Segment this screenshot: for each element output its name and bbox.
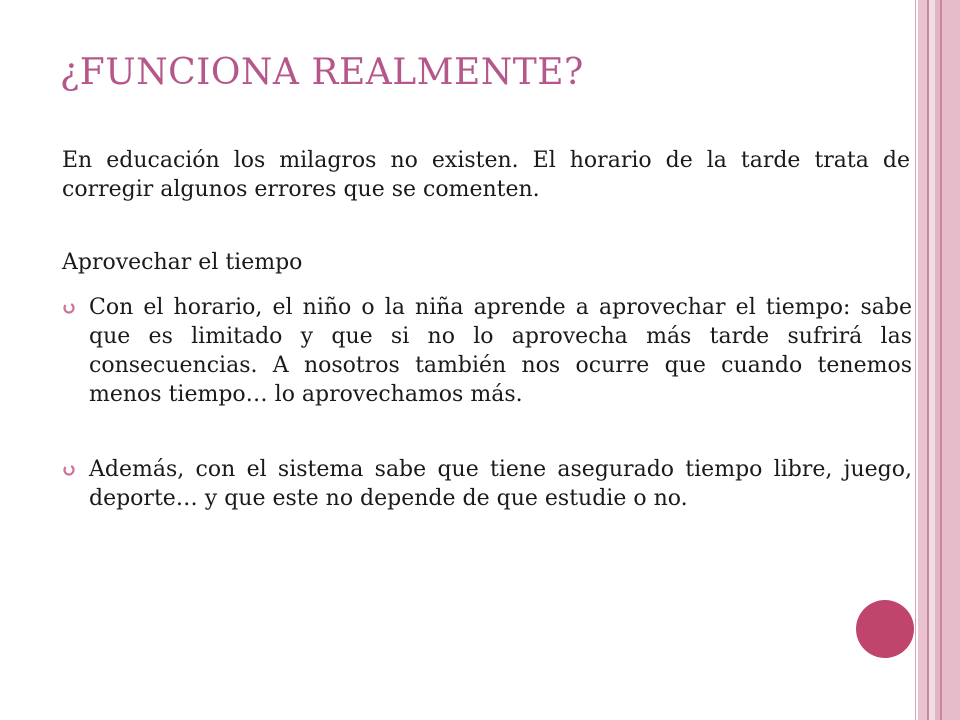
stripe [918, 0, 927, 720]
slide-body [62, 146, 912, 513]
intro-paragraph: En educación los milagros no existen. El horario de la tarde trata de corregir algunos errores que se comenten. [62, 148, 910, 202]
section-heading: Aprovechar el tiempo [62, 250, 303, 275]
stripe [915, 0, 916, 720]
decorative-circle [856, 600, 914, 658]
bullet-item [62, 293, 912, 409]
bullet-icon [62, 301, 76, 315]
bullet-text: Además, con el sistema sabe que tiene asegurado tiempo libre, juego, deporte… y que este no depende de que estudie o no. [89, 457, 912, 511]
decorative-stripes [915, 0, 960, 720]
bullet-text: Con el horario, el niño o la niña aprende a aprovechar el tiempo: sabe que es limitado y que si no lo aprovecha más tarde sufrirá las consecuencias. A nosotros también nos ocurre que cuando tenemos menos tiempo… lo aprovechamos más. [89, 295, 912, 407]
bullet-icon [62, 463, 76, 477]
stripe [942, 0, 960, 720]
bullet-item [62, 455, 912, 513]
slide-title: ¿FUNCIONA REALMENTE? [60, 52, 584, 93]
